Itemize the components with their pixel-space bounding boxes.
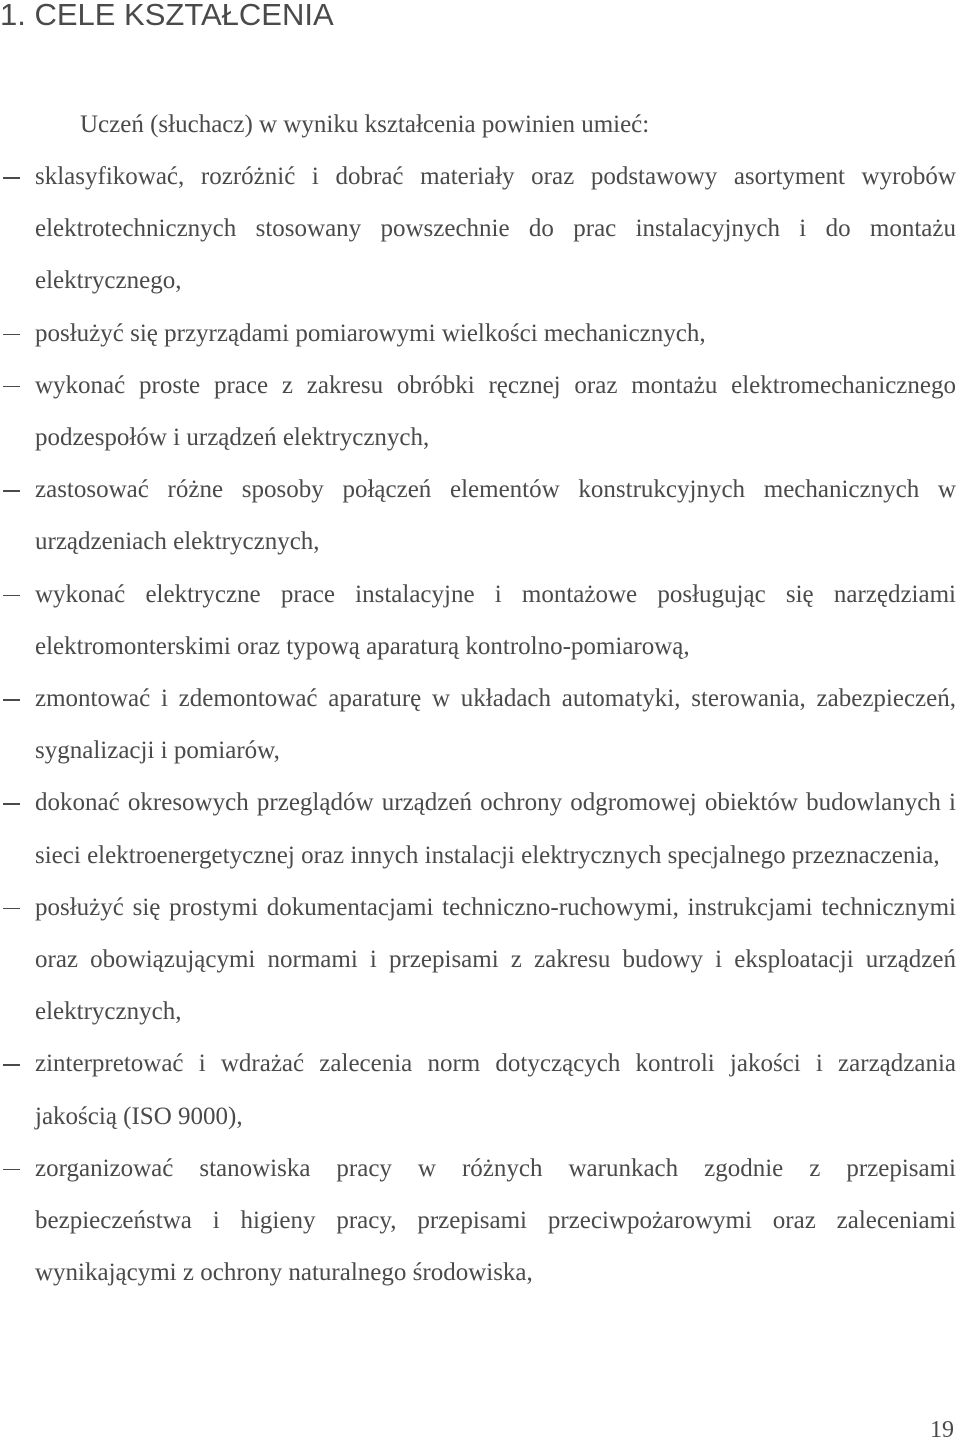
section-heading: 1. CELE KSZTAŁCENIA (0, 0, 334, 32)
list-item-text: zorganizować stanowiska pracy w różnych warunkach zgodnie z przepisami bezpieczeństwa i higieny pracy, przepisami przeciwpożarowymi oraz zaleceniami wynikającymi z ochrony naturalnego środowiska, (35, 1154, 956, 1287)
list-item (0, 151, 956, 308)
dash-bullet-icon (3, 699, 20, 701)
list-item (0, 777, 956, 881)
dash-bullet-icon (3, 177, 20, 179)
dash-bullet-icon (3, 386, 20, 388)
dash-bullet-icon (3, 1064, 20, 1066)
dash-bullet-icon (3, 595, 20, 597)
dash-bullet-icon (3, 490, 20, 492)
list-item-text: posłużyć się przyrządami pomiarowymi wielkości mechanicznych, (35, 319, 706, 347)
objectives-list (0, 151, 956, 1299)
list-item-text: wykonać proste prace z zakresu obróbki ręcznej oraz montażu elektromechanicznego podzespołów i urządzeń elektrycznych, (35, 371, 956, 452)
dash-bullet-icon (3, 1169, 20, 1171)
intro-text: Uczeń (słuchacz) w wyniku kształcenia powinien umieć: (80, 111, 650, 138)
list-item (0, 1143, 956, 1300)
list-item (0, 1038, 956, 1142)
list-item-text: wykonać elektryczne prace instalacyjne i montażowe posługując się narzędziami elektromonterskimi oraz typową aparaturą kontrolno-pomiarową, (35, 580, 956, 660)
list-item (0, 569, 956, 673)
dash-bullet-icon (3, 334, 20, 336)
list-item-text: posłużyć się prostymi dokumentacjami techniczno-ruchowymi, instrukcjami technicznymi oraz obowiązującymi normami i przepisami z zakresu budowy i eksploatacji urządzeń elektrycznych, (35, 893, 956, 1026)
list-item-text: dokonać okresowych przeglądów urządzeń ochrony odgromowej obiektów budowlanych i sieci elektroenergetycznej oraz innych instalacji elektrycznych specjalnego przeznaczenia, (35, 789, 956, 869)
list-item (0, 308, 956, 360)
list-item (0, 464, 956, 568)
list-item-text: zmontować i zdemontować aparaturę w układach automatyki, sterowania, zabezpieczeń, sygnalizacji i pomiarów, (35, 685, 956, 765)
dash-bullet-icon (3, 908, 20, 910)
list-item-text: zinterpretować i wdrażać zalecenia norm dotyczących kontroli jakości i zarządzania jakością (ISO 9000), (35, 1050, 956, 1130)
dash-bullet-icon (3, 803, 20, 805)
list-item-text: zastosować różne sposoby połączeń elementów konstrukcyjnych mechanicznych w urządzeniach elektrycznych, (35, 476, 956, 556)
list-item (0, 673, 956, 777)
list-item (0, 360, 956, 464)
page-number: 19 (930, 1417, 954, 1443)
list-item-text: sklasyfikować, rozróżnić i dobrać materiały oraz podstawowy asortyment wyrobów elektrotechnicznych stosowany powszechnie do prac instalacyjnych i do montażu elektrycznego, (35, 163, 956, 295)
list-item (0, 882, 956, 1039)
